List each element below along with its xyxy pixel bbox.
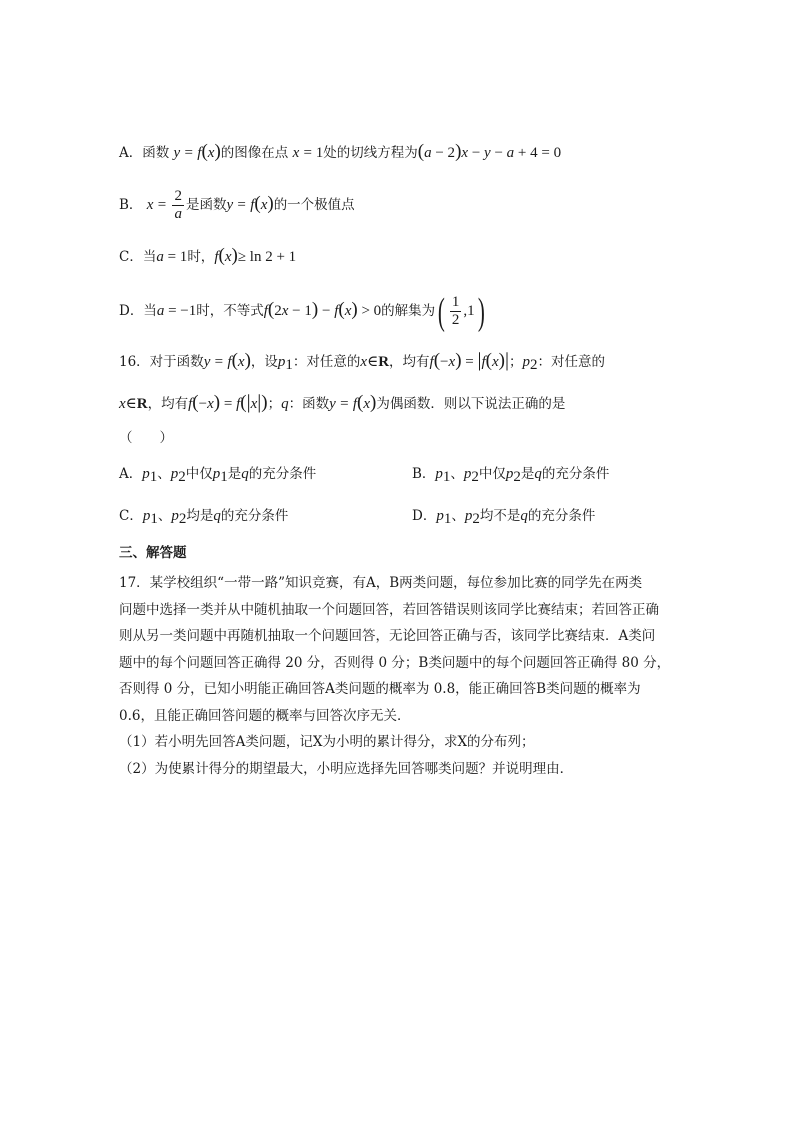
q17-subquestion-1: （1）若小明先回答A类问题，记X为小明的累计得分，求X的分布列； bbox=[119, 734, 535, 750]
option-15a: A．函数 y = f(x)的图像在点 x = 1处的切线方程为(a − 2)x − y − a + 4 = 0 bbox=[119, 141, 562, 162]
option-15c: C．当a = 1时，f(x)≥ ln 2 + 1 bbox=[119, 245, 297, 266]
question-17 bbox=[119, 570, 689, 782]
option-16c: C．$p_1$、$p_2$均是q的充分条件 bbox=[119, 508, 289, 527]
option-15d: D．当a = −1时，不等式f(2x − 1) − f(x) > 0的解集为( $\frac{1}{2}$ ,1) bbox=[119, 290, 485, 333]
math-expression: y bbox=[173, 145, 181, 161]
option-16a: A．$p_1$、$p_2$中仅$p_1$是q的充分条件 bbox=[119, 466, 317, 485]
q17-line: 则从另一类问题中再随机抽取一个问题回答，无论回答正确与否，该同学比赛结束．A类问 bbox=[119, 628, 656, 644]
fraction: $\frac{2}{a}$ bbox=[174, 188, 182, 222]
q17-line: 问题中选择一类并从中随机抽取一个问题回答，若回答错误则该同学比赛结束；若回答正确 bbox=[119, 601, 659, 618]
q17-subquestion-2: （2）为使累计得分的期望最大，小明应选择先回答哪类问题？并说明理由． bbox=[119, 760, 574, 777]
question-16-line-1: 16．对于函数y = f(x)，设$p_1$：对任意的x∈R，均有f(−x) = |f(x)|；$p_2$：对任意的 bbox=[119, 349, 606, 373]
section-heading: 三、解答题 bbox=[119, 545, 187, 561]
math-expression: x bbox=[292, 145, 300, 161]
q17-line: 0.6，且能正确回答问题的概率与回答次序无关． bbox=[119, 707, 411, 724]
option-16d: D．$p_1$、$p_2$均不是q的充分条件 bbox=[412, 508, 596, 527]
q17-line: 17．某学校组织“一带一路”知识竞赛，有A，B两类问题，每位参加比赛的同学先在两类 bbox=[119, 575, 643, 591]
answer-blank: （ ） bbox=[119, 430, 173, 446]
q17-line: 否则得 0 分，已知小明能正确回答A类问题的概率为 0.8，能正确回答B类问题的概率为 bbox=[119, 681, 641, 697]
option-15b: B． x = $\frac{2}{a}$ 是函数y = f(x)的一个极值点 bbox=[119, 188, 355, 222]
question-16-line-2: x∈R，均有f(−x) = f(|x|)；q：函数y = f(x)为偶函数．则以下说法正确的是 bbox=[119, 391, 566, 413]
q17-line: 题中的每个问题回答正确得 20 分，否则得 0 分；B类问题中的每个问题回答正确得 80 分， bbox=[119, 654, 671, 671]
option-16b: B．$p_1$、$p_2$中仅$p_2$是q的充分条件 bbox=[412, 466, 610, 485]
